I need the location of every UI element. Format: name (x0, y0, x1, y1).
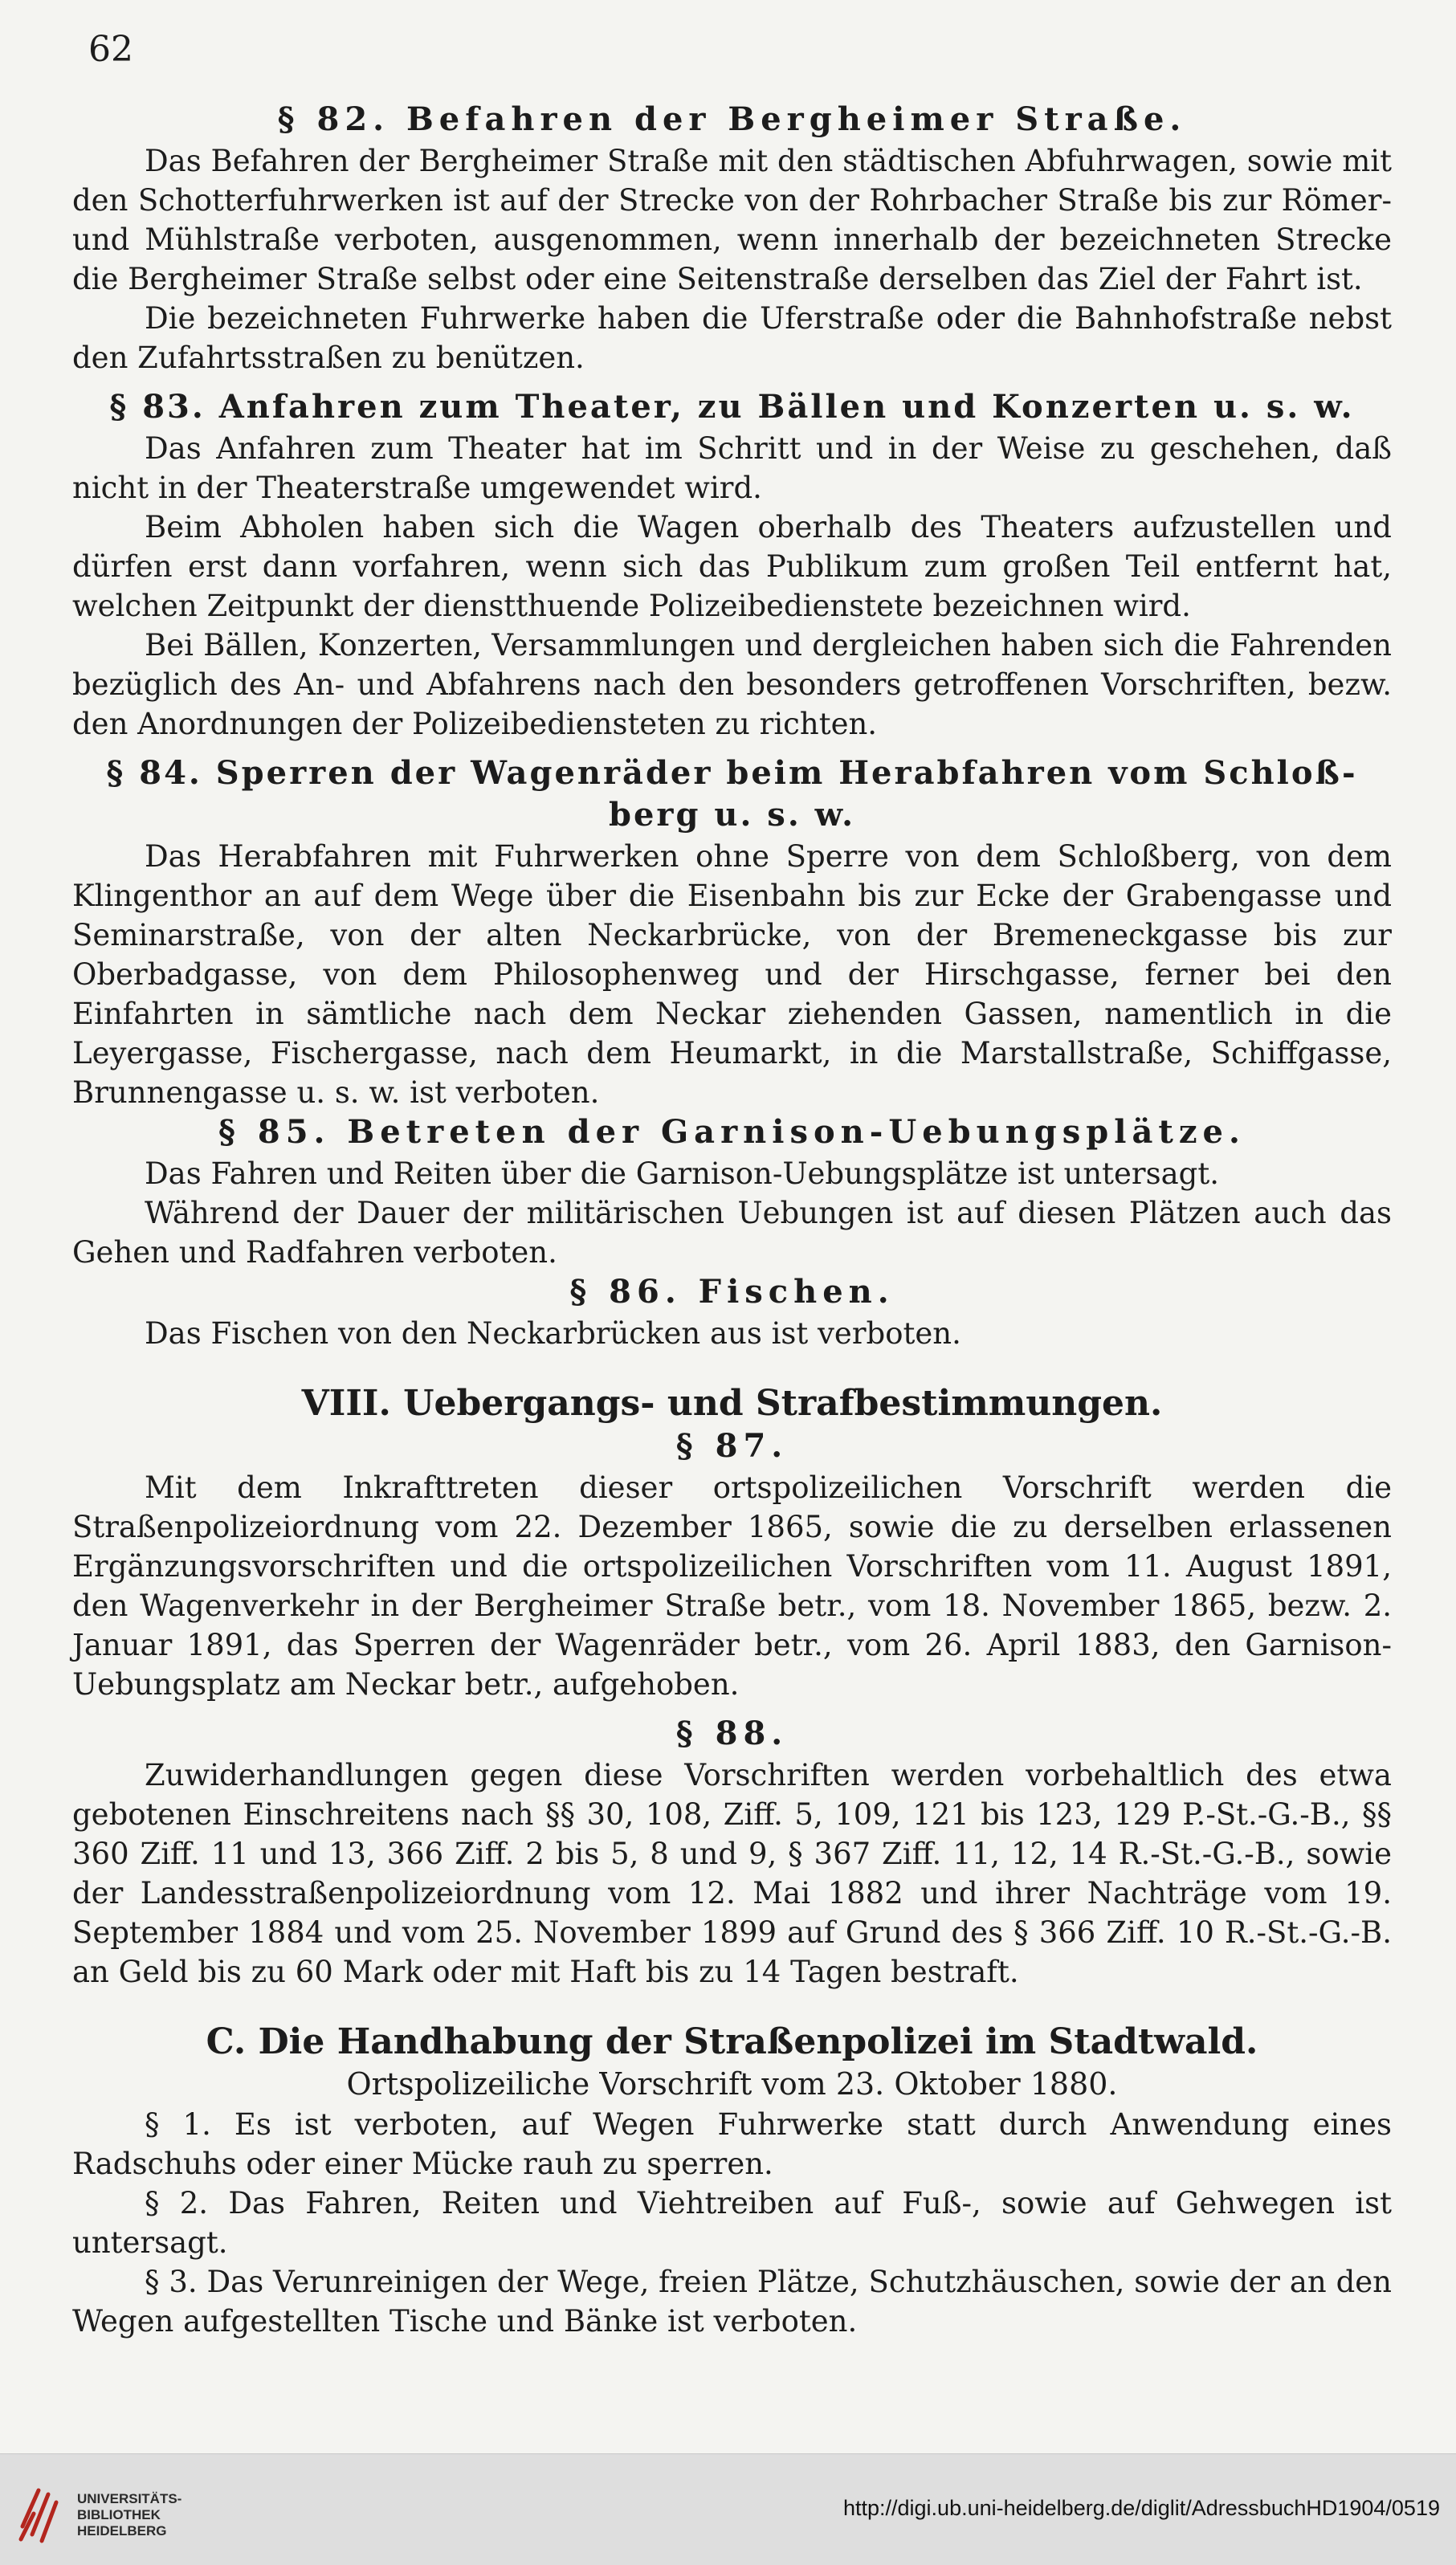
section-c-heading: C. Die Handhabung der Straßenpolizei im Stadtwald. (206, 2021, 1258, 2063)
ordinance-line: Ortspolizeiliche Vorschrift vom 23. Oktober 1880. (346, 2066, 1118, 2102)
library-logo-icon (14, 2470, 71, 2551)
page-number: 62 (88, 29, 133, 70)
paragraph: Das Befahren der Bergheimer Straße mit den städtischen Abfuhrwagen, sowie mit den Schotterfuhrwerken ist auf der Strecke von der Rohrbacher Straße bis zur Römer- und Mühlstraße verboten, ausgenommen, wenn innerhalb der bezeichneten Strecke die Bergheimer Straße selbst oder eine Seitenstraße derselben das Ziel der Fahrt ist. (72, 144, 1392, 296)
section-c (72, 2019, 1392, 2341)
logo-text-line: BIBLIOTHEK (77, 2507, 161, 2522)
paragraph: § 3. Das Verunreinigen der Wege, freien Plätze, Schutzhäuschen, sowie der an den Wegen aufgestellten Tische und Bänke ist verboten. (72, 2264, 1392, 2339)
section-86 (72, 1272, 1392, 1353)
paragraph: Das Herabfahren mit Fuhrwerken ohne Sperre von dem Schloßberg, von dem Klingenthor an auf dem Wege über die Eisenbahn bis zur Ecke der Grabengasse und Seminarstraße, von der alten Neckarbrücke, von der Bremeneckgasse bis zur Oberbadgasse, von dem Philosophenweg und der Hirschgasse, ferner bei den Einfahrten in sämtliche nach dem Neckar ziehenden Gassen, namentlich in die Leyergasse, Fischergasse, nach dem Heumarkt, in die Marstallstraße, Schiffgasse, Brunnengasse u. s. w. ist verboten. (72, 839, 1392, 1110)
section-heading-87: § 87. (675, 1427, 789, 1466)
section-83 (72, 387, 1392, 744)
paragraph: Beim Abholen haben sich die Wagen oberhalb des Theaters aufzustellen und dürfen erst dann vorfahren, wenn sich das Publikum zum großen Teil entfernt hat, welchen Zeitpunkt der dienstthuende Polizeibedienstete bezeichnen wird. (72, 510, 1392, 623)
section-82 (72, 100, 1392, 377)
logo-text-line: HEIDELBERG (77, 2523, 167, 2538)
chapter-heading-viii: VIII. Uebergangs- und Strafbestimmungen. (301, 1383, 1163, 1424)
footer-bar (0, 2453, 1456, 2565)
section-heading-84-line1: § 84. Sperren der Wagenräder beim Herabfahren vom Schloß- (106, 754, 1358, 792)
section-84 (72, 753, 1392, 1112)
section-87 (72, 1426, 1392, 1704)
paragraph: Zuwiderhandlungen gegen diese Vorschriften werden vorbehaltlich des etwa gebotenen Einschreitens nach §§ 30, 108, Ziff. 5, 109, 121 bis 123, 129 P.-St.-G.-B., §§ 360 Ziff. 11 und 13, 366 Ziff. 2 bis 5, 8 und 9, § 367 Ziff. 11, 12, 14 R.-St.-G.-B., sowie der Landesstraßenpolizeiordnung vom 12. Mai 1882 und ihrer Nachträge vom 19. September 1884 und vom 25. November 1899 auf Grund des § 366 Ziff. 10 R.-St.-G.-B. an Geld bis zu 60 Mark oder mit Haft bis zu 14 Tagen bestraft. (72, 1758, 1392, 1990)
section-heading-84-line2: berg u. s. w. (608, 796, 856, 834)
section-heading-83: § 83. Anfahren zum Theater, zu Bällen und Konzerten u. s. w. (109, 388, 1355, 426)
logo-text-line: UNIVERSITÄTS- (77, 2491, 182, 2506)
library-logo (14, 2470, 191, 2551)
section-85 (72, 1112, 1392, 1272)
paragraph: Das Anfahren zum Theater hat im Schritt und in der Weise zu geschehen, daß nicht in der Theaterstraße umgewendet wird. (72, 431, 1392, 505)
paragraph: Mit dem Inkrafttreten dieser ortspolizeilichen Vorschrift werden die Straßenpolizeiordnung vom 22. Dezember 1865, sowie die zu derselben erlassenen Ergänzungsvorschriften und die ortspolizeilichen Vorschriften vom 11. August 1891, den Wagenverkehr in der Bergheimer Straße betr., vom 18. November 1865, bezw. 2. Januar 1891, das Sperren der Wagenräder betr., vom 26. April 1883, den Garnison-Uebungsplatz am Neckar betr., aufgehoben. (72, 1470, 1392, 1703)
section-heading-82: § 82. Befahren der Bergheimer Straße. (277, 100, 1187, 138)
section-88 (72, 1714, 1392, 1992)
paragraph: § 1. Es ist verboten, auf Wegen Fuhrwerke statt durch Anwendung eines Radschuhs oder einer Mücke rauh zu sperren. (72, 2106, 1392, 2181)
section-heading-85: § 85. Betreten der Garnison-Uebungsplätze. (218, 1113, 1246, 1151)
paragraph: § 2. Das Fahren, Reiten und Viehtreiben auf Fuß-, sowie auf Gehwegen ist untersagt. (72, 2185, 1392, 2260)
paragraph: Das Fahren und Reiten über die Garnison-Uebungsplätze ist untersagt. (145, 1156, 1219, 1191)
source-url-link[interactable]: http://digi.ub.uni-heidelberg.de/diglit/AdressbuchHD1904/0519 (842, 2496, 1440, 2520)
paragraph: Die bezeichneten Fuhrwerke haben die Uferstraße oder die Bahnhofstraße nebst den Zufahrtsstraßen zu benützen. (72, 301, 1392, 375)
section-heading-88: § 88. (675, 1715, 789, 1753)
paragraph: Bei Bällen, Konzerten, Versammlungen und dergleichen haben sich die Fahrenden bezüglich des An- und Abfahrens nach den besonders getroffenen Vorschriften, bezw. den Anordnungen der Polizeibediensteten zu richten. (72, 628, 1392, 741)
section-heading-86: § 86. Fischen. (569, 1273, 895, 1311)
paragraph: Das Fischen von den Neckarbrücken aus ist verboten. (145, 1316, 961, 1351)
paragraph: Während der Dauer der militärischen Uebungen ist auf diesen Plätzen auch das Gehen und Radfahren verboten. (72, 1196, 1392, 1270)
